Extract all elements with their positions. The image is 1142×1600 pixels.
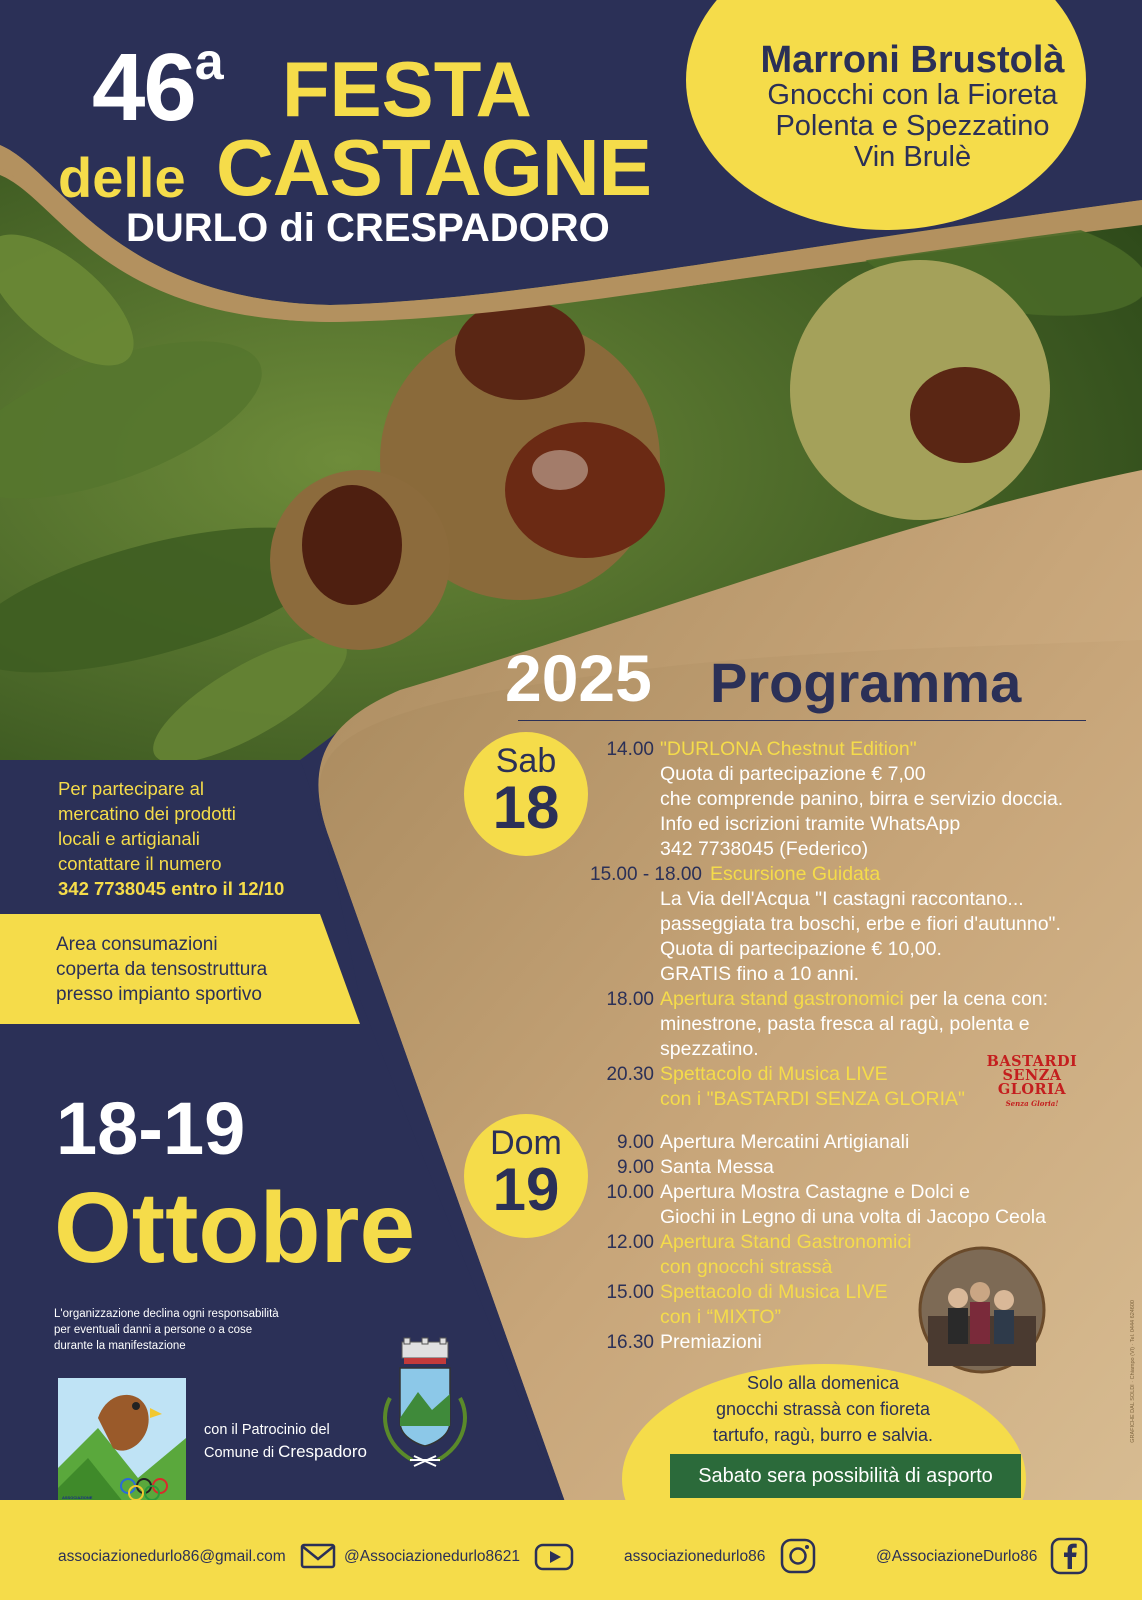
footer-facebook-handle[interactable]: @AssociazioneDurlo86 <box>876 1548 1038 1565</box>
schedule-text: Info ed iscrizioni tramite WhatsApp <box>660 813 961 835</box>
event-dates: 18-19 <box>56 1087 246 1170</box>
band-logo-line: BASTARDI <box>986 1053 1078 1070</box>
disclaimer-line: L'organizzazione declina ogni responsabilità <box>54 1308 279 1320</box>
disclaimer-line: durante la manifestazione <box>54 1340 186 1352</box>
footer-youtube-handle[interactable]: @Associazionedurlo8621 <box>344 1548 521 1565</box>
schedule-row <box>590 1155 1090 1180</box>
schedule-text: Apertura Mostra Castagne e Dolci e <box>660 1181 970 1203</box>
schedule-text: Premiazioni <box>660 1331 762 1353</box>
edition-number: 46$^a$ <box>92 33 222 141</box>
location-title: DURLO di CRESPADORO <box>126 206 610 250</box>
day-name: Sab <box>495 742 557 780</box>
schedule-time: 18.00 <box>606 989 654 1010</box>
schedule-time: 15.00 <box>606 1282 654 1303</box>
schedule-time: 16.30 <box>606 1332 654 1353</box>
schedule-text: passeggiata tra boschi, erbe e fiori d'autunno". <box>660 913 1061 935</box>
schedule-row <box>590 887 1138 912</box>
mail-icon[interactable] <box>300 1542 336 1570</box>
day-badge-sunday <box>464 1114 588 1238</box>
solo-line: Solo alla domenica <box>746 1373 900 1393</box>
area-line: Area consumazioni <box>56 934 218 955</box>
asporto-banner: Sabato sera possibilità di asporto <box>670 1454 1021 1498</box>
title-delle: delle <box>58 146 186 209</box>
patron-prefix: Comune di <box>204 1445 279 1461</box>
schedule-highlight: Spettacolo di Musica LIVE <box>660 1063 888 1085</box>
schedule-row <box>590 987 1138 1012</box>
solo-line: gnocchi strassà con fioreta <box>715 1399 931 1419</box>
schedule-row <box>590 1180 1090 1205</box>
schedule-text: spezzatino. <box>660 1038 759 1060</box>
disclaimer <box>54 1306 314 1354</box>
schedule-row <box>590 962 1138 987</box>
footer-email[interactable]: associazionedurlo86@gmail.com <box>58 1548 286 1565</box>
menu-main-item: Marroni Brustolà <box>760 39 1065 81</box>
schedule-row <box>590 862 1138 887</box>
logo-caption-line: ASSOCIAZIONE <box>62 1495 93 1500</box>
area-line: presso impianto sportivo <box>56 984 262 1005</box>
schedule-text: Quota di partecipazione € 10,00. <box>660 938 942 960</box>
schedule-row <box>590 787 1138 812</box>
schedule-text: Apertura Mercatini Artigianali <box>660 1131 910 1153</box>
crespadoro-coat-of-arms <box>370 1336 480 1472</box>
schedule-text: GRATIS fino a 10 anni. <box>660 963 860 985</box>
schedule-text: 342 7738045 (Federico) <box>660 838 869 860</box>
schedule-row <box>590 912 1138 937</box>
schedule-text: Giochi in Legno di una volta di Jacopo Ceola <box>660 1206 1046 1228</box>
day-name: Dom <box>490 1124 562 1162</box>
band-logo-tagline: Senza Gloria! <box>1005 1099 1059 1108</box>
patron-town: Crespadoro <box>278 1442 367 1461</box>
schedule-time: 20.30 <box>606 1064 654 1085</box>
footer-instagram-handle[interactable]: associazionedurlo86 <box>624 1548 766 1565</box>
disclaimer-line: per eventuali danni a persone o a cose <box>54 1324 253 1336</box>
title-festa: FESTA <box>282 45 532 133</box>
schedule-highlight: Apertura stand gastronomici <box>660 988 904 1010</box>
instagram-icon[interactable] <box>780 1538 816 1574</box>
programma-year: 2025 <box>505 641 652 715</box>
schedule-text: minestrone, pasta fresca al ragù, polenta e <box>660 1013 1030 1035</box>
schedule-time: 9.00 <box>617 1132 654 1153</box>
day-badge-saturday <box>464 732 588 856</box>
schedule-highlight: con gnocchi strassà <box>660 1256 833 1278</box>
schedule-text: Santa Messa <box>660 1156 774 1178</box>
solo-line: tartufo, ragù, burro e salvia. <box>712 1425 934 1445</box>
schedule-row <box>590 1130 1090 1155</box>
schedule-time: 15.00 - 18.00 <box>590 864 702 885</box>
mercatino-info <box>58 776 328 901</box>
menu-item: Gnocchi con la Fioreta <box>767 79 1058 112</box>
youtube-icon[interactable] <box>534 1543 574 1571</box>
band-photo <box>918 1246 1046 1374</box>
schedule-row <box>590 762 1138 787</box>
schedule-text: Quota di partecipazione € 7,00 <box>660 763 926 785</box>
schedule-time: 9.00 <box>617 1157 654 1178</box>
schedule-text: per la cena con: <box>903 988 1049 1010</box>
schedule-highlight: con i "BASTARDI SENZA GLORIA" <box>660 1088 965 1110</box>
solo-domenica-text <box>650 1370 996 1448</box>
band-logo-line: GLORIA <box>997 1081 1067 1098</box>
programma-divider <box>518 720 1086 721</box>
patron-line: con il Patrocinio del <box>204 1422 330 1438</box>
area-consumazioni <box>56 932 336 1007</box>
programma-title: Programma <box>710 651 1022 714</box>
band-logo-line: SENZA <box>1002 1067 1062 1084</box>
schedule-time: 10.00 <box>606 1182 654 1203</box>
title-castagne: CASTAGNE <box>216 123 651 212</box>
day-number: 19 <box>492 1156 560 1223</box>
schedule-time: 12.00 <box>606 1232 654 1253</box>
schedule-time: 14.00 <box>606 739 654 760</box>
schedule-row <box>590 1205 1090 1230</box>
schedule-row <box>590 737 1138 762</box>
schedule-row <box>590 937 1138 962</box>
info-line: contattare il numero <box>58 853 222 874</box>
schedule-row <box>590 812 1138 837</box>
area-line: coperta da tensostruttura <box>56 959 268 980</box>
schedule-highlight: Spettacolo di Musica LIVE <box>660 1281 888 1303</box>
schedule-highlight: "DURLONA Chestnut Edition" <box>660 738 917 760</box>
schedule-row <box>590 1012 1138 1037</box>
schedule-highlight: con i “MIXTO” <box>660 1306 781 1328</box>
facebook-icon[interactable] <box>1050 1537 1088 1575</box>
mercatino-contact: 342 7738045 entro il 12/10 <box>58 878 285 899</box>
schedule-highlight: Escursione Guidata <box>709 863 881 885</box>
schedule-row <box>590 837 1138 862</box>
event-month: Ottobre <box>54 1172 416 1284</box>
schedule-text: La Via dell'Acqua "I castagni raccontano... <box>660 888 1024 910</box>
schedule-highlight: Apertura Stand Gastronomici <box>660 1231 912 1253</box>
menu-list <box>720 40 1105 172</box>
menu-item: Vin Brulè <box>853 140 972 173</box>
schedule-text: che comprende panino, birra e servizio doccia. <box>660 788 1064 810</box>
day-number: 18 <box>492 774 560 841</box>
info-line: mercatino dei prodotti <box>58 803 236 824</box>
info-line: Per partecipare al <box>58 778 205 799</box>
patronage <box>204 1420 367 1464</box>
band-logo-bastardi <box>972 1055 1092 1111</box>
menu-item: Polenta e Spezzatino <box>775 110 1050 142</box>
info-line: locali e artigianali <box>58 828 200 849</box>
printer-credit: GRAFICHE DAL SOLDI · Chiampo (VI) · Tel. 0444 624600 <box>1130 1300 1136 1443</box>
